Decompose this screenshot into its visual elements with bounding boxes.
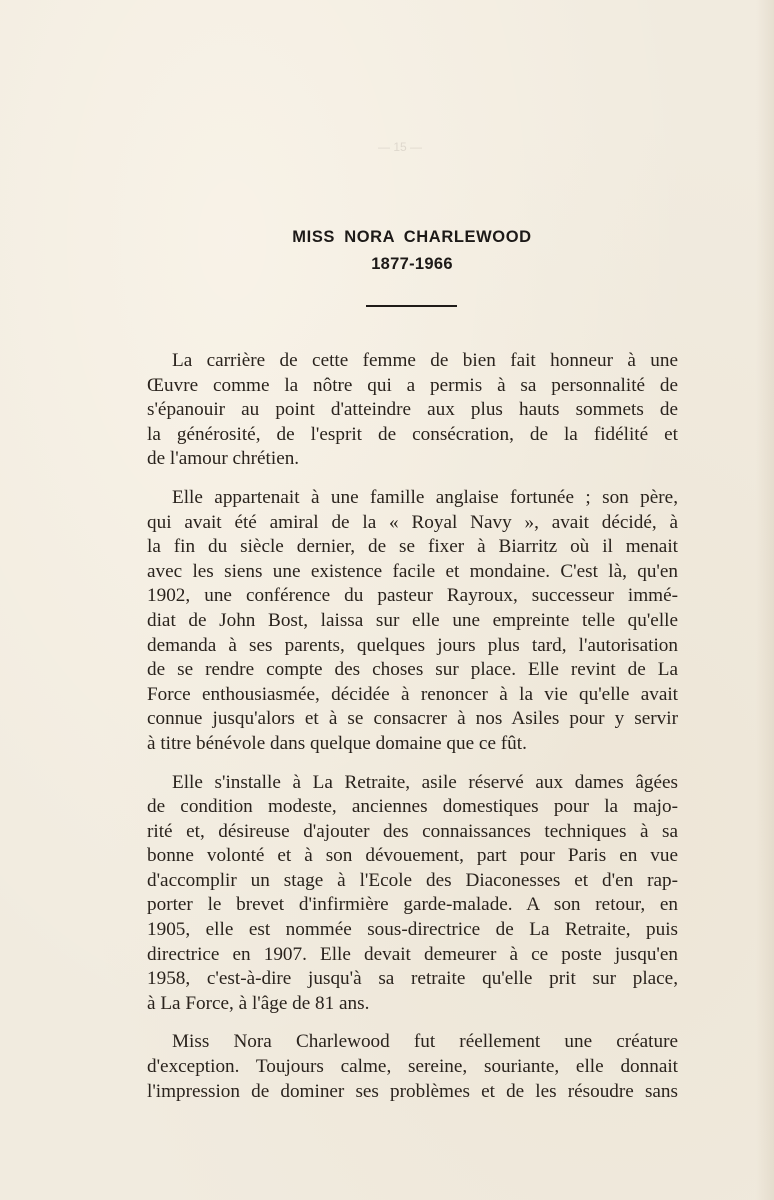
text-line: d'accomplir un stage à l'Ecole des Diaconesses et d'en rap- (147, 869, 678, 891)
text-line: l'impression de dominer ses problèmes et de les résoudre sans (147, 1080, 678, 1102)
text-line: rité et, désireuse d'ajouter des connaissances techniques à sa (147, 820, 678, 842)
text-line: à titre bénévole dans quelque domaine que ce fût. (147, 732, 527, 754)
bleed-through-page-number: — 15 — (378, 140, 423, 154)
article-header (0, 228, 774, 274)
title-underline-rule (366, 305, 457, 307)
text-line: connue jusqu'alors et à se consacrer à nos Asiles pour y servir (147, 708, 678, 730)
article-title: MISS NORA CHARLEWOOD (292, 228, 532, 246)
text-line: La carrière de cette femme de bien fait honneur à une (172, 350, 678, 371)
text-line: bonne volonté et à son dévouement, part pour Paris en vue (147, 845, 678, 867)
paragraph-2 (147, 486, 678, 757)
text-line: Œuvre comme la nôtre qui a permis à sa personnalité de (147, 374, 678, 396)
paragraph-4 (147, 1030, 678, 1104)
paragraph-3 (147, 771, 678, 1017)
text-line: diat de John Bost, laissa sur elle une empreinte telle qu'elle (147, 609, 678, 631)
text-line: d'exception. Toujours calme, sereine, souriante, elle donnait (147, 1056, 678, 1078)
text-line: directrice en 1907. Elle devait demeurer à ce poste jusqu'en (147, 943, 678, 965)
text-line: à La Force, à l'âge de 81 ans. (147, 992, 370, 1014)
text-line: 1905, elle est nommée sous-directrice de La Retraite, puis (147, 919, 678, 941)
text-line: qui avait été amiral de la « Royal Navy », avait décidé, à (147, 511, 678, 533)
text-line: 1958, c'est-à-dire jusqu'à sa retraite qu'elle prit sur place, (147, 968, 678, 990)
text-line: s'épanouir au point d'atteindre aux plus hauts sommets de (147, 399, 678, 421)
text-line: la générosité, de l'esprit de consécration, de la fidélité et (147, 423, 678, 445)
text-line: de se rendre compte des choses sur place. Elle revint de La (147, 659, 678, 681)
text-line: de condition modeste, anciennes domestiques pour la majo- (147, 796, 678, 818)
paragraph-1 (147, 349, 678, 472)
text-line: de l'amour chrétien. (147, 448, 300, 470)
article-dates: 1877-1966 (371, 255, 453, 273)
article-body (147, 349, 678, 1118)
text-line: Miss Nora Charlewood fut réellement une créature (172, 1031, 678, 1053)
text-line: Elle appartenait à une famille anglaise fortunée ; son père, (172, 486, 678, 508)
text-line: 1902, une conférence du pasteur Rayroux, successeur immé- (147, 585, 678, 607)
text-line: demanda à ses parents, quelques jours plus tard, l'autorisation (147, 634, 678, 656)
text-line: avec les siens une existence facile et mondaine. C'est là, qu'en (147, 560, 678, 582)
text-line: porter le brevet d'infirmière garde-malade. A son retour, en (147, 894, 678, 916)
text-line: la fin du siècle dernier, de se fixer à Biarritz où il menait (147, 536, 678, 558)
text-line: Elle s'installe à La Retraite, asile réservé aux dames âgées (172, 771, 678, 793)
text-line: Force enthousiasmée, décidée à renoncer à la vie qu'elle avait (147, 683, 678, 705)
page-edge-shadow (756, 0, 774, 1200)
